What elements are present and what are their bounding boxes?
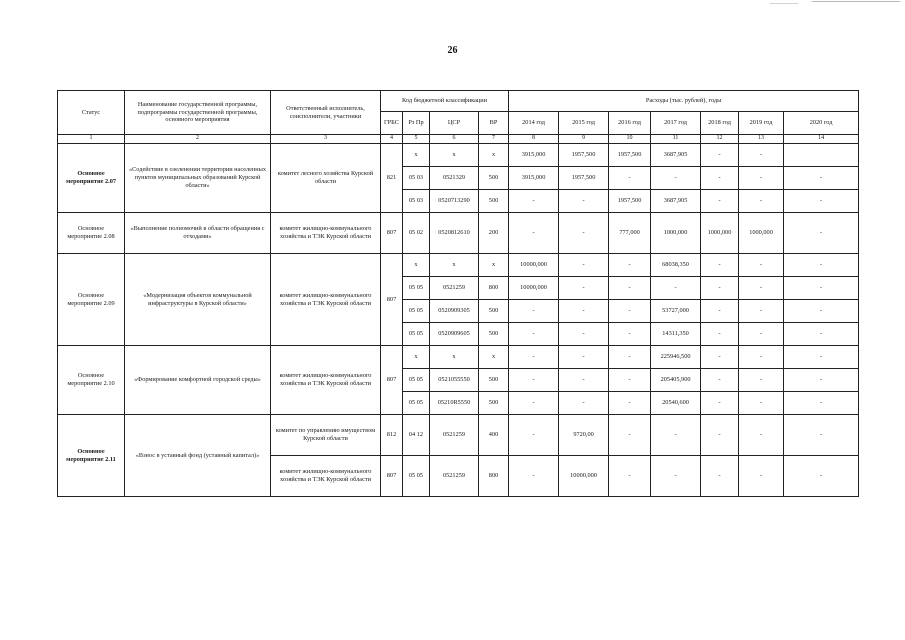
grbs-cell: 812 xyxy=(381,415,403,456)
value-cell: - xyxy=(609,456,651,497)
value-cell: - xyxy=(739,456,784,497)
header-year: 2019 год xyxy=(739,112,784,135)
csr-cell: 0521055550 xyxy=(430,369,479,392)
csr-cell: 0521259 xyxy=(430,415,479,456)
csr-cell: 0520812610 xyxy=(430,213,479,254)
value-cell: - xyxy=(559,277,609,300)
rzpr-cell: 04 12 xyxy=(403,415,430,456)
csr-cell: х xyxy=(430,144,479,167)
column-number: 12 xyxy=(701,135,739,144)
value-cell: - xyxy=(651,277,701,300)
value-cell: - xyxy=(509,213,559,254)
value-cell: - xyxy=(609,369,651,392)
vr-cell: 500 xyxy=(479,369,509,392)
value-cell: - xyxy=(701,323,739,346)
status-cell: Основное мероприятие 2.09 xyxy=(58,254,125,346)
value-cell: - xyxy=(739,323,784,346)
value-cell: 10000,000 xyxy=(559,456,609,497)
value-cell: - xyxy=(739,254,784,277)
column-number: 8 xyxy=(509,135,559,144)
header-csr: ЦСР xyxy=(430,112,479,135)
column-number: 6 xyxy=(430,135,479,144)
rzpr-cell: 05 05 xyxy=(403,323,430,346)
value-cell: 1957,500 xyxy=(609,144,651,167)
column-number: 13 xyxy=(739,135,784,144)
column-number: 4 xyxy=(381,135,403,144)
value-cell: 225946,500 xyxy=(651,346,701,369)
header-executor: Ответственный исполнитель, соисполнители, участники xyxy=(271,91,381,135)
value-cell: - xyxy=(559,392,609,415)
value-cell: - xyxy=(609,415,651,456)
value-cell: - xyxy=(559,213,609,254)
executor-cell: комитет жилищно-коммунального хозяйства и ТЭК Курской области xyxy=(271,213,381,254)
value-cell: - xyxy=(784,369,859,392)
vr-cell: 800 xyxy=(479,456,509,497)
value-cell: - xyxy=(509,456,559,497)
value-cell: - xyxy=(509,392,559,415)
value-cell: - xyxy=(609,277,651,300)
grbs-cell: 807 xyxy=(381,254,403,346)
value-cell: - xyxy=(739,277,784,300)
value-cell: - xyxy=(609,254,651,277)
scan-edge-mark xyxy=(770,3,798,4)
csr-cell: 0520909305 xyxy=(430,300,479,323)
value-cell: 205405,900 xyxy=(651,369,701,392)
value-cell: 14311,350 xyxy=(651,323,701,346)
rzpr-cell: 05 05 xyxy=(403,277,430,300)
column-number: 10 xyxy=(609,135,651,144)
executor-cell: комитет лесного хозяйства Курской области xyxy=(271,144,381,213)
value-cell: - xyxy=(739,144,784,167)
rzpr-cell: 05 05 xyxy=(403,369,430,392)
event-name-cell: «Формирование комфортной городской среды» xyxy=(125,346,271,415)
column-number: 7 xyxy=(479,135,509,144)
header-budget-code: Код бюджетной классификации xyxy=(381,91,509,112)
value-cell: - xyxy=(559,346,609,369)
csr-cell: 05210R5550 xyxy=(430,392,479,415)
executor-cell: комитет жилищно-коммунального хозяйства и ТЭК Курской области xyxy=(271,456,381,497)
column-number: 1 xyxy=(58,135,125,144)
value-cell: - xyxy=(609,346,651,369)
value-cell: 10000,000 xyxy=(509,254,559,277)
value-cell: 3915,000 xyxy=(509,167,559,190)
table-row xyxy=(58,346,859,369)
value-cell: - xyxy=(651,415,701,456)
csr-cell: 0520909605 xyxy=(430,323,479,346)
value-cell: - xyxy=(784,392,859,415)
value-cell: 1000,000 xyxy=(651,213,701,254)
table-row xyxy=(58,144,859,167)
value-cell: - xyxy=(609,323,651,346)
value-cell: - xyxy=(701,254,739,277)
table-row xyxy=(58,415,859,456)
value-cell: - xyxy=(784,323,859,346)
value-cell: - xyxy=(701,346,739,369)
value-cell: - xyxy=(784,300,859,323)
table-row xyxy=(58,213,859,254)
vr-cell: 500 xyxy=(479,190,509,213)
budget-table xyxy=(57,90,859,497)
value-cell: - xyxy=(609,167,651,190)
column-number-row xyxy=(58,135,859,144)
value-cell: - xyxy=(559,254,609,277)
rzpr-cell: х xyxy=(403,254,430,277)
grbs-cell: 821 xyxy=(381,144,403,213)
value-cell: - xyxy=(509,346,559,369)
rzpr-cell: 05 02 xyxy=(403,213,430,254)
csr-cell: 0521259 xyxy=(430,277,479,300)
value-cell: 1957,500 xyxy=(609,190,651,213)
vr-cell: 500 xyxy=(479,392,509,415)
event-name-cell: «Выполнение полномочий в области обращения с отходами» xyxy=(125,213,271,254)
rzpr-cell: 05 05 xyxy=(403,300,430,323)
status-cell: Основное мероприятие 2.10 xyxy=(58,346,125,415)
csr-cell: 0520713290 xyxy=(430,190,479,213)
value-cell: - xyxy=(739,346,784,369)
vr-cell: 500 xyxy=(479,167,509,190)
value-cell: - xyxy=(784,277,859,300)
value-cell: 9720,00 xyxy=(559,415,609,456)
column-number: 5 xyxy=(403,135,430,144)
csr-cell: 0521259 xyxy=(430,456,479,497)
value-cell: - xyxy=(509,323,559,346)
value-cell: 1957,500 xyxy=(559,144,609,167)
event-name-cell: «Содействие в озеленении территории населенных пунктов муниципальных образований Курской области» xyxy=(125,144,271,213)
value-cell: - xyxy=(784,346,859,369)
header-rzpr: Рз Пр xyxy=(403,112,430,135)
value-cell: 1000,000 xyxy=(739,213,784,254)
value-cell: - xyxy=(739,167,784,190)
value-cell: - xyxy=(784,456,859,497)
value-cell: - xyxy=(739,190,784,213)
value-cell: - xyxy=(701,392,739,415)
value-cell: - xyxy=(739,415,784,456)
header-grbs: ГРБС xyxy=(381,112,403,135)
value-cell: - xyxy=(784,254,859,277)
value-cell: - xyxy=(651,167,701,190)
value-cell: - xyxy=(701,167,739,190)
header-year: 2015 год xyxy=(559,112,609,135)
value-cell: - xyxy=(559,190,609,213)
value-cell: 10000,000 xyxy=(509,277,559,300)
value-cell: 20540,600 xyxy=(651,392,701,415)
event-name-cell: «Взнос в уставный фонд (уставный капитал)» xyxy=(125,415,271,497)
column-number: 11 xyxy=(651,135,701,144)
header-year: 2018 год xyxy=(701,112,739,135)
value-cell: - xyxy=(559,369,609,392)
vr-cell: 500 xyxy=(479,323,509,346)
csr-cell: 0521329 xyxy=(430,167,479,190)
value-cell: - xyxy=(559,300,609,323)
rzpr-cell: х xyxy=(403,346,430,369)
value-cell: - xyxy=(739,300,784,323)
header-expenses: Расходы (тыс. рублей), годы xyxy=(509,91,859,112)
vr-cell: х xyxy=(479,254,509,277)
header-row xyxy=(58,91,859,112)
grbs-cell: 807 xyxy=(381,456,403,497)
executor-cell: комитет жилищно-коммунального хозяйства и ТЭК Курской области xyxy=(271,346,381,415)
header-year: 2020 год xyxy=(784,112,859,135)
rzpr-cell: 05 05 xyxy=(403,456,430,497)
rzpr-cell: 05 03 xyxy=(403,190,430,213)
grbs-cell: 807 xyxy=(381,346,403,415)
event-name-cell: «Модернизация объектов коммунальной инфраструктуры в Курской области» xyxy=(125,254,271,346)
value-cell: 1957,500 xyxy=(559,167,609,190)
header-vr: ВР xyxy=(479,112,509,135)
value-cell: 53727,000 xyxy=(651,300,701,323)
value-cell: 68038,350 xyxy=(651,254,701,277)
value-cell: - xyxy=(784,167,859,190)
value-cell: - xyxy=(509,300,559,323)
value-cell: 3915,000 xyxy=(509,144,559,167)
vr-cell: 200 xyxy=(479,213,509,254)
value-cell: - xyxy=(701,190,739,213)
value-cell: - xyxy=(701,277,739,300)
value-cell: - xyxy=(701,415,739,456)
vr-cell: х xyxy=(479,346,509,369)
rzpr-cell: 05 05 xyxy=(403,392,430,415)
column-number: 3 xyxy=(271,135,381,144)
column-number: 2 xyxy=(125,135,271,144)
value-cell: 3687,905 xyxy=(651,190,701,213)
value-cell: - xyxy=(784,190,859,213)
scan-edge-mark xyxy=(812,1,900,2)
header-year: 2017 год xyxy=(651,112,701,135)
value-cell: - xyxy=(701,369,739,392)
header-year: 2014 год xyxy=(509,112,559,135)
vr-cell: 400 xyxy=(479,415,509,456)
value-cell: - xyxy=(701,456,739,497)
status-cell: Основное мероприятие 2.11 xyxy=(58,415,125,497)
column-number: 14 xyxy=(784,135,859,144)
value-cell: - xyxy=(739,392,784,415)
value-cell: - xyxy=(609,392,651,415)
rzpr-cell: 05 03 xyxy=(403,167,430,190)
status-cell: Основное мероприятие 2.07 xyxy=(58,144,125,213)
value-cell: 777,000 xyxy=(609,213,651,254)
executor-cell: комитет по управлению имуществом Курской области xyxy=(271,415,381,456)
header-name: Наименование государственной программы, подпрограммы государственной программы, основного мероприятия xyxy=(125,91,271,135)
value-cell: - xyxy=(559,323,609,346)
value-cell: - xyxy=(651,456,701,497)
value-cell: - xyxy=(509,190,559,213)
header-year: 2016 год xyxy=(609,112,651,135)
status-cell: Основное мероприятие 2.08 xyxy=(58,213,125,254)
value-cell: - xyxy=(739,369,784,392)
value-cell: - xyxy=(701,144,739,167)
vr-cell: 500 xyxy=(479,300,509,323)
value-cell: 3687,905 xyxy=(651,144,701,167)
value-cell: - xyxy=(509,369,559,392)
executor-cell: комитет жилищно-коммунального хозяйства и ТЭК Курской области xyxy=(271,254,381,346)
table-row xyxy=(58,254,859,277)
vr-cell: х xyxy=(479,144,509,167)
value-cell: 1000,000 xyxy=(701,213,739,254)
column-number: 9 xyxy=(559,135,609,144)
value-cell: - xyxy=(701,300,739,323)
grbs-cell: 807 xyxy=(381,213,403,254)
rzpr-cell: х xyxy=(403,144,430,167)
csr-cell: х xyxy=(430,346,479,369)
vr-cell: 800 xyxy=(479,277,509,300)
value-cell: - xyxy=(784,415,859,456)
value-cell: - xyxy=(509,415,559,456)
value-cell xyxy=(784,144,859,167)
csr-cell: х xyxy=(430,254,479,277)
page-number: 26 xyxy=(447,45,458,56)
value-cell: - xyxy=(609,300,651,323)
value-cell: - xyxy=(784,213,859,254)
header-status: Статус xyxy=(58,91,125,135)
